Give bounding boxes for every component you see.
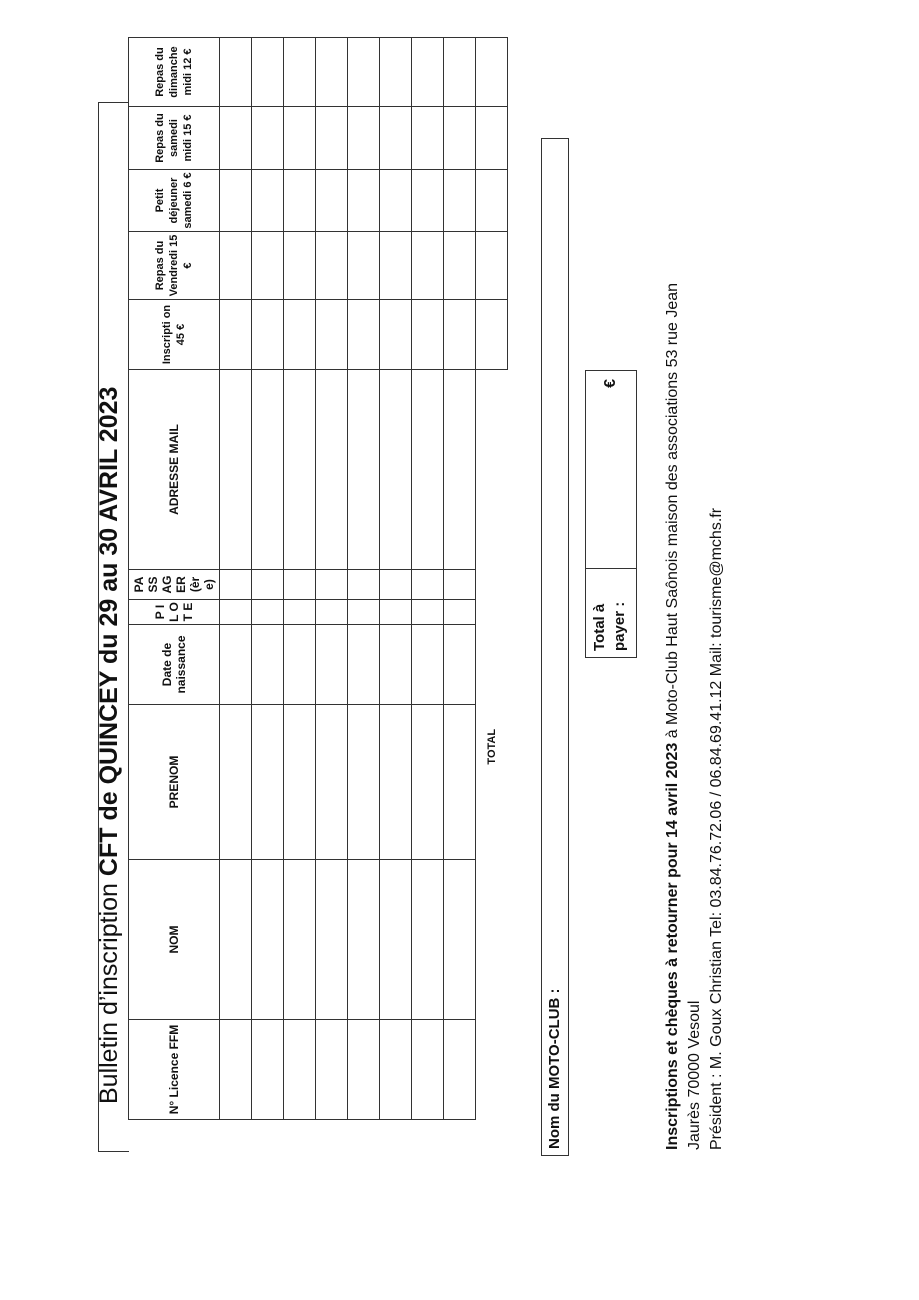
total-payment-label: Total à payer : (586, 568, 636, 657)
cell-inscription[interactable] (348, 300, 380, 370)
cell-licence[interactable] (220, 1020, 252, 1120)
table-body (220, 38, 508, 1120)
table-row (220, 38, 252, 1120)
footer-deadline: Inscriptions et chèques à retourner pour 14 avril 2023 (664, 742, 681, 1150)
cell-inscription[interactable] (252, 300, 284, 370)
cell-dimanche[interactable] (380, 38, 412, 107)
cell-nom[interactable] (284, 860, 316, 1020)
header-licence: N° Licence FFM (129, 1020, 220, 1120)
cell-prenom[interactable] (220, 705, 252, 860)
total-cell-dimanche[interactable] (476, 38, 508, 107)
cell-samedi[interactable] (284, 107, 316, 170)
header-pilote: P I L O T E (129, 600, 220, 625)
cell-dejeuner[interactable] (444, 170, 476, 232)
cell-passager[interactable] (348, 570, 380, 600)
total-payment-box (585, 370, 637, 658)
cell-dimanche[interactable] (348, 38, 380, 107)
cell-dejeuner[interactable] (252, 170, 284, 232)
moto-club-field[interactable] (541, 138, 569, 1156)
table-row (316, 38, 348, 1120)
cell-nom[interactable] (348, 860, 380, 1020)
cell-samedi[interactable] (316, 107, 348, 170)
cell-vendredi[interactable] (316, 232, 348, 300)
title-prefix: Bulletin d’inscription (95, 876, 123, 1104)
cell-prenom[interactable] (444, 705, 476, 860)
cell-naissance[interactable] (348, 625, 380, 705)
cell-passager[interactable] (444, 570, 476, 600)
cell-samedi[interactable] (380, 107, 412, 170)
cell-passager[interactable] (316, 570, 348, 600)
cell-nom[interactable] (316, 860, 348, 1020)
cell-prenom[interactable] (284, 705, 316, 860)
cell-pilote[interactable] (380, 600, 412, 625)
cell-vendredi[interactable] (220, 232, 252, 300)
cell-dejeuner[interactable] (348, 170, 380, 232)
cell-dejeuner[interactable] (380, 170, 412, 232)
currency-symbol: € (602, 379, 619, 388)
header-prenom: PRENOM (129, 705, 220, 860)
cell-vendredi[interactable] (412, 232, 444, 300)
table-row (284, 38, 316, 1120)
table-row (444, 38, 476, 1120)
cell-pilote[interactable] (284, 600, 316, 625)
cell-mail[interactable] (380, 370, 412, 570)
header-row (129, 38, 220, 1120)
total-cell-vendredi[interactable] (476, 232, 508, 300)
cell-licence[interactable] (444, 1020, 476, 1120)
cell-dimanche[interactable] (284, 38, 316, 107)
header-dejeuner: Petit déjeuner samedi 6 € (129, 170, 220, 232)
cell-dimanche[interactable] (444, 38, 476, 107)
cell-inscription[interactable] (444, 300, 476, 370)
cell-licence[interactable] (252, 1020, 284, 1120)
footer-address-start: à Moto-Club Haut Saônois maison des associations 53 rue Jean (664, 282, 681, 743)
registration-table (128, 37, 508, 1120)
footer-line-2: Jaurès 70000 Vesoul (686, 1000, 703, 1150)
cell-pilote[interactable] (220, 600, 252, 625)
cell-nom[interactable] (412, 860, 444, 1020)
cell-dimanche[interactable] (220, 38, 252, 107)
cell-samedi[interactable] (252, 107, 284, 170)
cell-pilote[interactable] (444, 600, 476, 625)
total-cell-dejeuner[interactable] (476, 170, 508, 232)
cell-passager[interactable] (252, 570, 284, 600)
cell-nom[interactable] (220, 860, 252, 1020)
total-label: TOTAL (476, 370, 508, 1120)
cell-mail[interactable] (284, 370, 316, 570)
header-vendredi: Repas du Vendredi 15 € (129, 232, 220, 300)
cell-naissance[interactable] (252, 625, 284, 705)
total-cell-samedi[interactable] (476, 107, 508, 170)
cell-prenom[interactable] (380, 705, 412, 860)
header-passager: PA SS AG ER (èr e) (129, 570, 220, 600)
header-naissance: Date de naissance (129, 625, 220, 705)
cell-licence[interactable] (316, 1020, 348, 1120)
header-mail: ADRESSE MAIL (129, 370, 220, 570)
cell-passager[interactable] (220, 570, 252, 600)
cell-pilote[interactable] (316, 600, 348, 625)
cell-inscription[interactable] (316, 300, 348, 370)
cell-mail[interactable] (348, 370, 380, 570)
cell-naissance[interactable] (220, 625, 252, 705)
header-dimanche: Repas du dimanche midi 12 € (129, 38, 220, 107)
cell-samedi[interactable] (348, 107, 380, 170)
footer (662, 90, 728, 1150)
cell-mail[interactable] (252, 370, 284, 570)
header-inscription: Inscripti on 45 € (129, 300, 220, 370)
cell-nom[interactable] (380, 860, 412, 1020)
cell-inscription[interactable] (220, 300, 252, 370)
total-cell-inscription[interactable] (476, 300, 508, 370)
table-row (348, 38, 380, 1120)
cell-nom[interactable] (444, 860, 476, 1020)
cell-licence[interactable] (412, 1020, 444, 1120)
cell-inscription[interactable] (412, 300, 444, 370)
cell-dimanche[interactable] (252, 38, 284, 107)
cell-nom[interactable] (252, 860, 284, 1020)
cell-vendredi[interactable] (444, 232, 476, 300)
cell-pilote[interactable] (252, 600, 284, 625)
cell-vendredi[interactable] (252, 232, 284, 300)
footer-contact: Président : M. Goux Christian Tel: 03.84.76.72.06 / 06.84.69.41.12 Mail: tourisme@mchs.fr (708, 507, 725, 1150)
cell-pilote[interactable] (348, 600, 380, 625)
cell-dimanche[interactable] (412, 38, 444, 107)
cell-licence[interactable] (348, 1020, 380, 1120)
cell-prenom[interactable] (252, 705, 284, 860)
cell-licence[interactable] (380, 1020, 412, 1120)
cell-inscription[interactable] (380, 300, 412, 370)
cell-mail[interactable] (316, 370, 348, 570)
table-row (380, 38, 412, 1120)
table-row (252, 38, 284, 1120)
total-row (476, 38, 508, 1120)
cell-passager[interactable] (380, 570, 412, 600)
header-nom: NOM (129, 860, 220, 1020)
cell-samedi[interactable] (444, 107, 476, 170)
cell-vendredi[interactable] (380, 232, 412, 300)
cell-prenom[interactable] (348, 705, 380, 860)
cell-vendredi[interactable] (348, 232, 380, 300)
total-payment-amount[interactable] (586, 371, 636, 568)
cell-passager[interactable] (412, 570, 444, 600)
cell-samedi[interactable] (220, 107, 252, 170)
cell-passager[interactable] (284, 570, 316, 600)
cell-prenom[interactable] (412, 705, 444, 860)
cell-mail[interactable] (412, 370, 444, 570)
header-samedi: Repas du samedi midi 15 € (129, 107, 220, 170)
page-title (95, 80, 129, 1104)
cell-dejeuner[interactable] (220, 170, 252, 232)
cell-pilote[interactable] (412, 600, 444, 625)
footer-line-1 (662, 90, 684, 1150)
table-row (412, 38, 444, 1120)
cell-naissance[interactable] (380, 625, 412, 705)
cell-dejeuner[interactable] (316, 170, 348, 232)
cell-dimanche[interactable] (316, 38, 348, 107)
cell-dejeuner[interactable] (412, 170, 444, 232)
cell-licence[interactable] (284, 1020, 316, 1120)
cell-inscription[interactable] (284, 300, 316, 370)
moto-club-label: Nom du MOTO-CLUB : (546, 988, 563, 1149)
cell-dejeuner[interactable] (284, 170, 316, 232)
cell-prenom[interactable] (316, 705, 348, 860)
cell-naissance[interactable] (316, 625, 348, 705)
cell-mail[interactable] (220, 370, 252, 570)
cell-naissance[interactable] (444, 625, 476, 705)
cell-mail[interactable] (444, 370, 476, 570)
cell-naissance[interactable] (412, 625, 444, 705)
title-main: CFT de QUINCEY du 29 au 30 AVRIL 2023 (95, 386, 123, 877)
cell-naissance[interactable] (284, 625, 316, 705)
cell-vendredi[interactable] (284, 232, 316, 300)
cell-samedi[interactable] (412, 107, 444, 170)
